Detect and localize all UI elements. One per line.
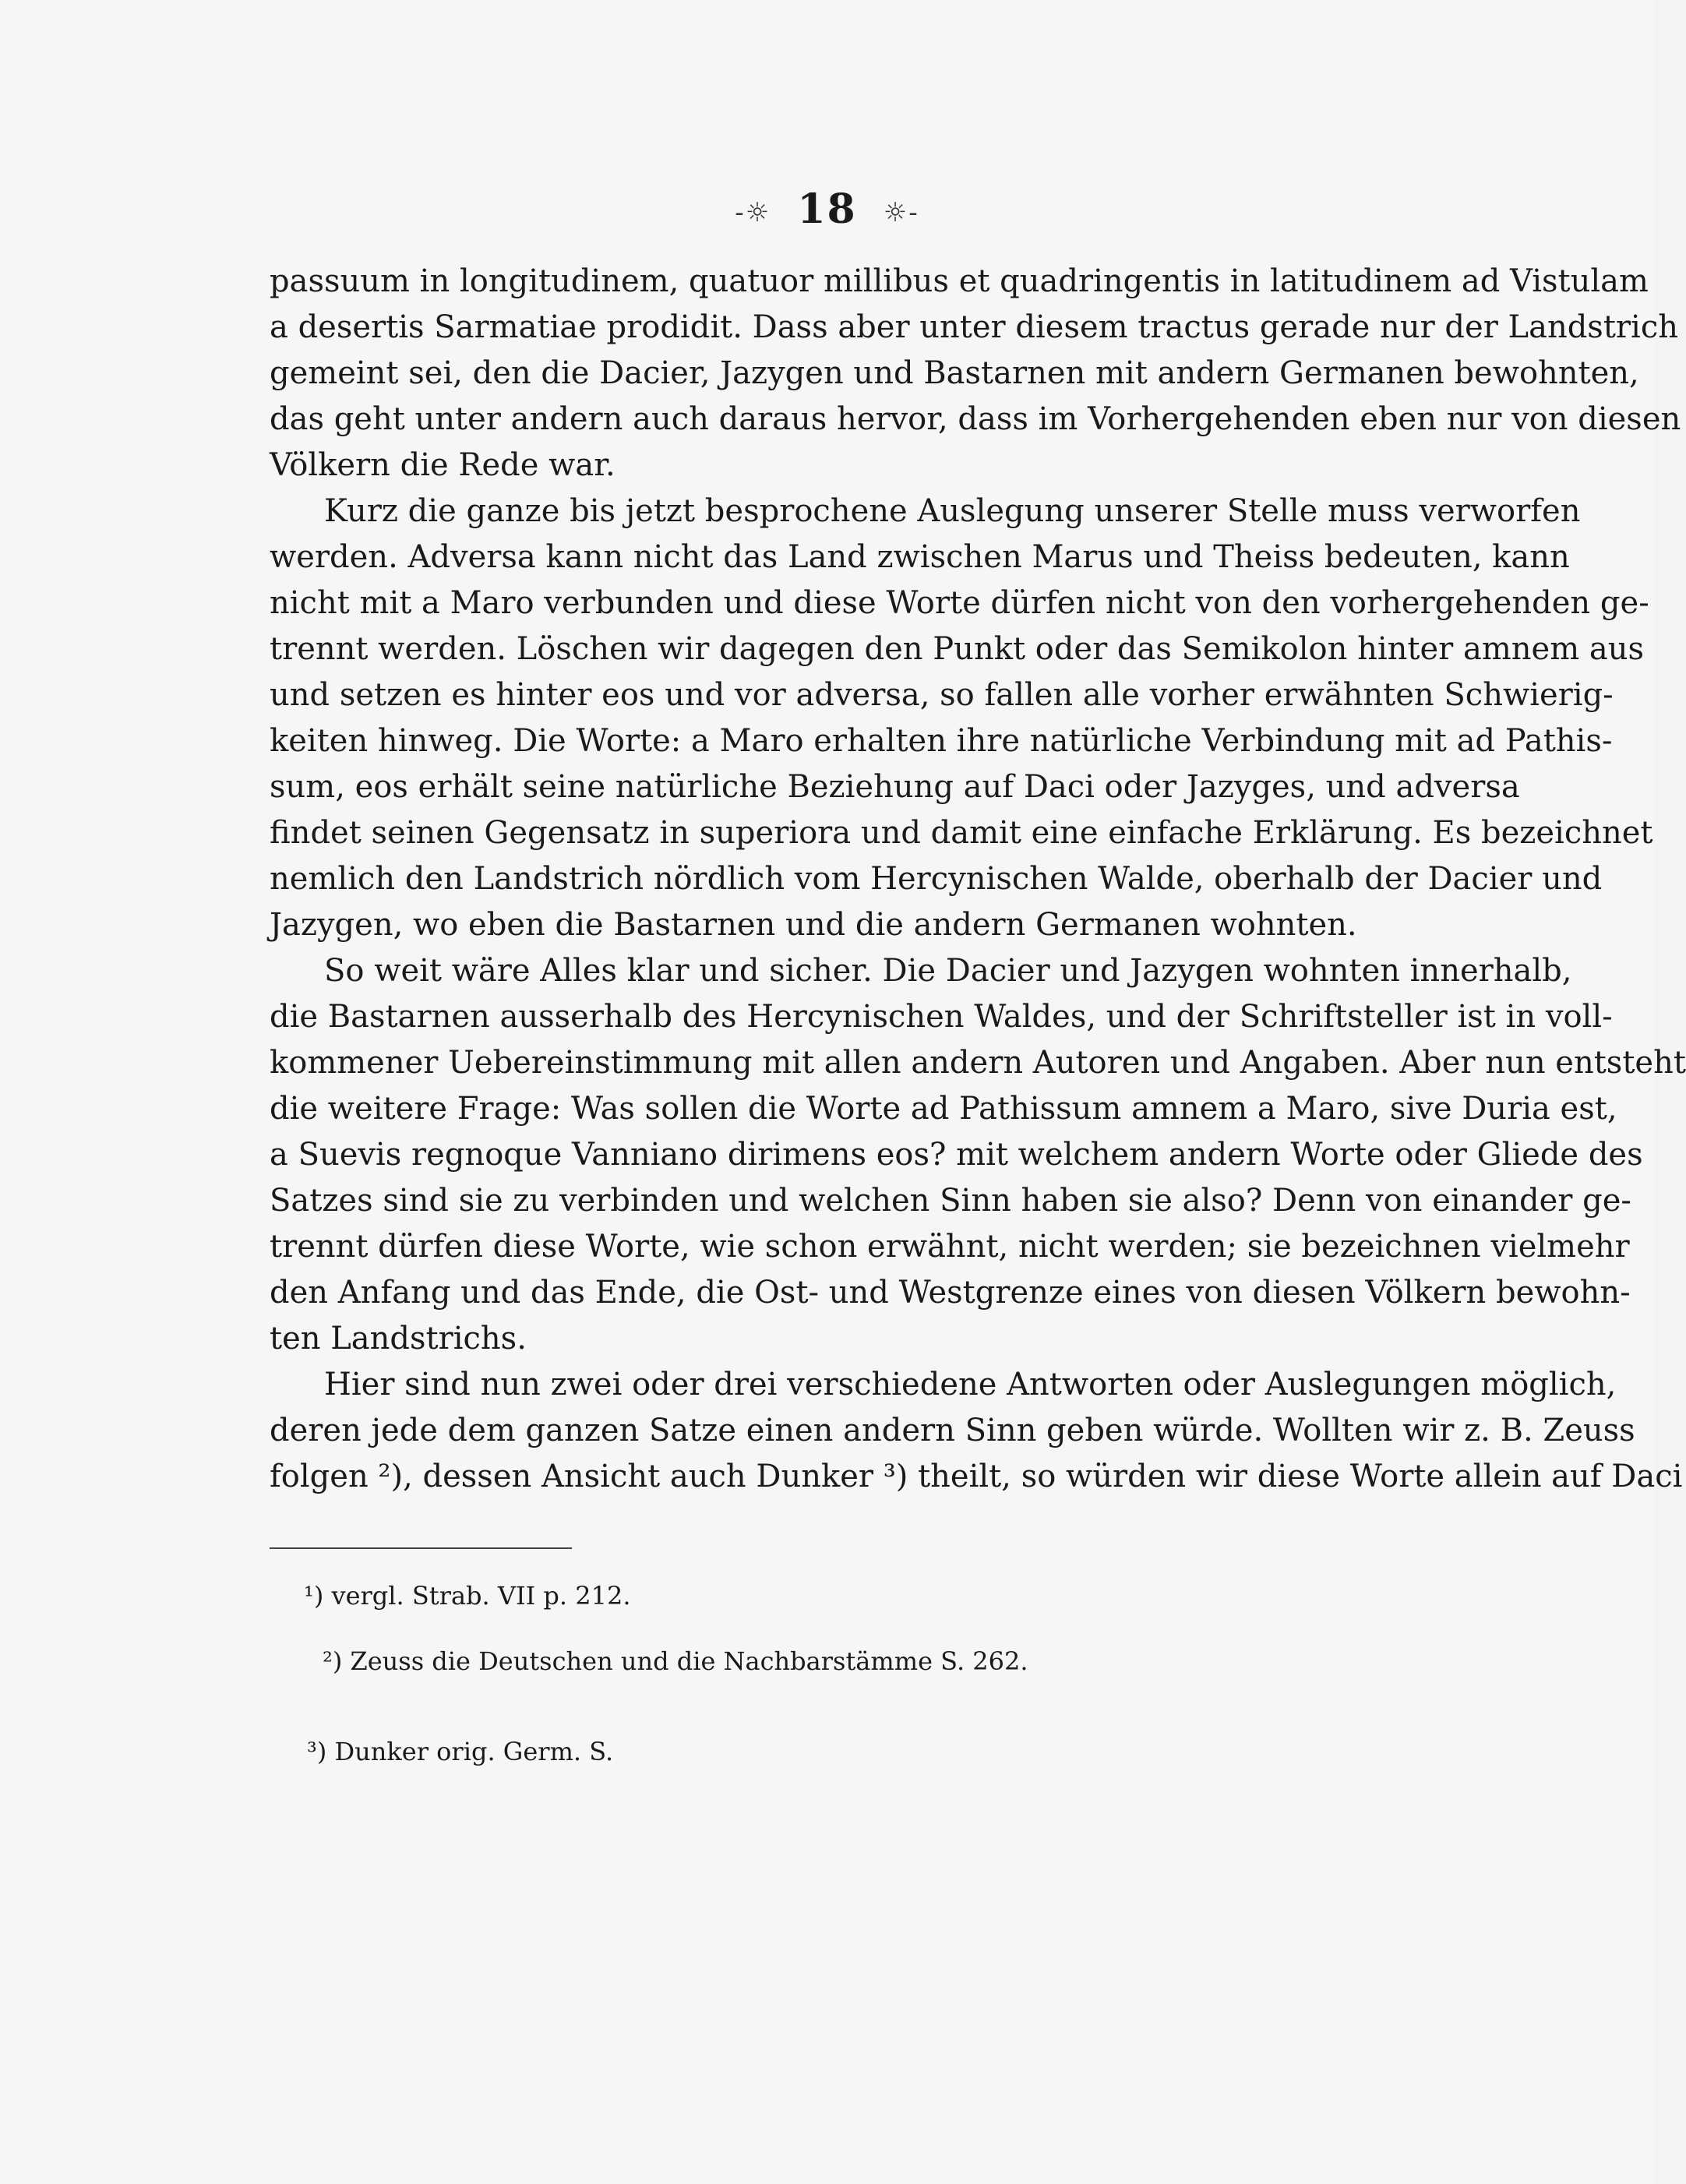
text-line: So weit wäre Alles klar und sicher. Die Dacier und Jazygen wohnten innerhalb, — [324, 953, 1572, 989]
text-line: folgen ²), dessen Ansicht auch Dunker ³) theilt, so würden wir diese Worte allein auf Daci — [270, 1459, 1683, 1494]
text-line: kommener Uebereinstimmung mit allen andern Autoren und Angaben. Aber nun entsteht — [270, 1045, 1686, 1081]
ornament-right-icon: ☼- — [883, 196, 919, 228]
text-line: nicht mit a Maro verbunden und diese Worte dürfen nicht von den vorhergehenden ge- — [270, 585, 1649, 621]
page-header — [0, 185, 1654, 233]
text-line: trennt werden. Löschen wir dagegen den Punkt oder das Semikolon hinter amnem aus — [270, 631, 1644, 667]
text-line: die weitere Frage: Was sollen die Worte ad Pathissum amnem a Maro, sive Duria est, — [270, 1091, 1617, 1127]
text-line: die Bastarnen ausserhalb des Hercynischen Waldes, und der Schriftsteller ist in voll- — [270, 999, 1613, 1035]
ornament-left-icon: -☼ — [735, 196, 771, 228]
text-line: den Anfang und das Ende, die Ost- und Westgrenze eines von diesen Völkern bewohn- — [270, 1275, 1631, 1311]
text-line: nemlich den Landstrich nördlich vom Hercynischen Walde, oberhalb der Dacier und — [270, 861, 1603, 897]
footnote-3: ³) Dunker orig. Germ. S. — [307, 1737, 614, 1766]
text-line: Satzes sind sie zu verbinden und welchen Sinn haben sie also? Denn von einander ge- — [270, 1183, 1631, 1219]
footnote-2: ²) Zeuss die Deutschen und die Nachbarstämme S. 262. — [323, 1646, 1028, 1676]
text-line: Völkern die Rede war. — [270, 447, 615, 483]
text-line: gemeint sei, den die Dacier, Jazygen und Bastarnen mit andern Germanen bewohnten, — [270, 355, 1639, 391]
text-line: werden. Adversa kann nicht das Land zwischen Marus und Theiss bedeuten, kann — [270, 539, 1570, 575]
text-line: a desertis Sarmatiae prodidit. Dass aber unter diesem tractus gerade nur der Landstrich — [270, 309, 1678, 345]
footnote-rule — [270, 1547, 572, 1549]
body-text — [270, 259, 1686, 1500]
footnote-1: ¹) vergl. Strab. VII p. 212. — [304, 1581, 631, 1611]
text-line: Hier sind nun zwei oder drei verschiedene Antworten oder Auslegungen möglich, — [324, 1367, 1617, 1402]
text-line: sum, eos erhält seine natürliche Beziehung auf Daci oder Jazyges, und adversa — [270, 769, 1520, 805]
text-line: deren jede dem ganzen Satze einen andern Sinn geben würde. Wollten wir z. B. Zeuss — [270, 1413, 1635, 1448]
text-line: Jazygen, wo eben die Bastarnen und die andern Germanen wohnten. — [270, 907, 1357, 943]
text-line: Kurz die ganze bis jetzt besprochene Auslegung unserer Stelle muss verworfen — [324, 493, 1581, 529]
text-line: ten Landstrichs. — [270, 1321, 527, 1357]
text-line: trennt dürfen diese Worte, wie schon erwähnt, nicht werden; sie bezeichnen vielmehr — [270, 1229, 1630, 1265]
text-line: keiten hinweg. Die Worte: a Maro erhalten ihre natürliche Verbindung mit ad Pathis- — [270, 723, 1613, 759]
text-line: a Suevis regnoque Vanniano dirimens eos? mit welchem andern Worte oder Gliede des — [270, 1137, 1643, 1173]
page-number: 18 — [797, 185, 857, 233]
text-line: findet seinen Gegensatz in superiora und damit eine einfache Erklärung. Es bezeichnet — [270, 815, 1653, 851]
text-line: passuum in longitudinem, quatuor millibus et quadringentis in latitudinem ad Vistulam — [270, 263, 1649, 299]
text-line: das geht unter andern auch daraus hervor, dass im Vorhergehenden eben nur von diesen — [270, 401, 1681, 437]
text-line: und setzen es hinter eos und vor adversa, so fallen alle vorher erwähnten Schwierig- — [270, 677, 1614, 713]
